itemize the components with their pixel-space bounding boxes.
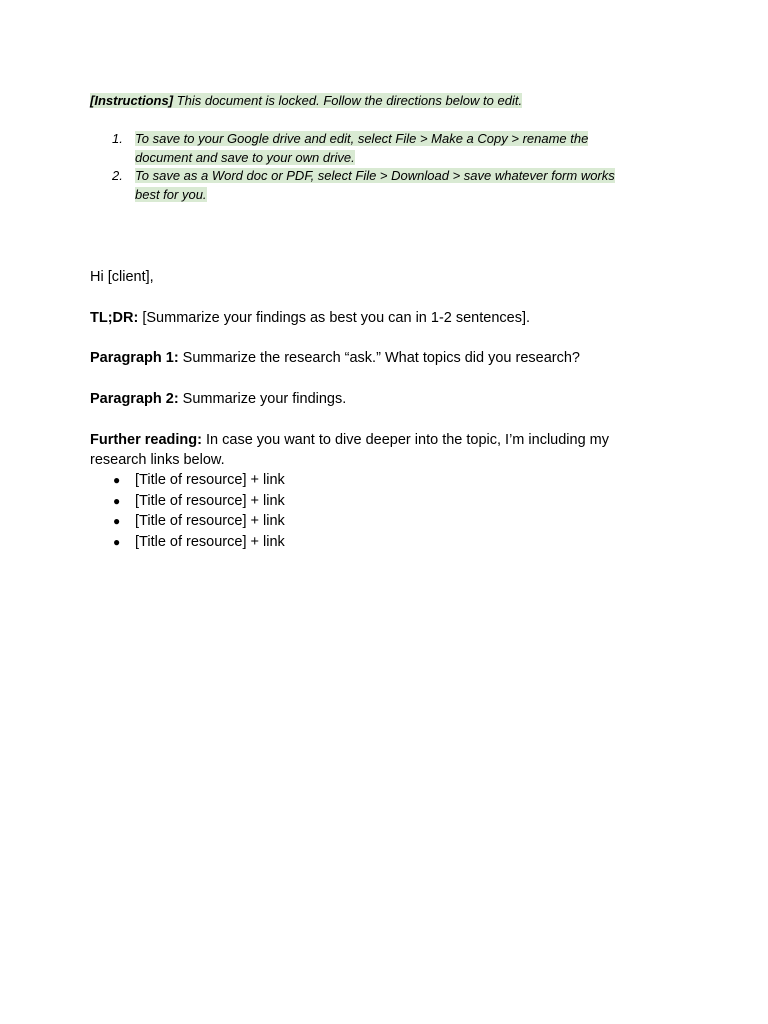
instructions-note bbox=[90, 92, 660, 110]
step-text-line: best for you. bbox=[135, 186, 207, 202]
step-number: 1. bbox=[112, 131, 123, 146]
paragraph-2-text: Summarize your findings. bbox=[178, 391, 347, 407]
paragraph-2 bbox=[90, 389, 660, 409]
resource-link-placeholder: [Title of resource] + link bbox=[135, 492, 285, 509]
bullet-icon: ● bbox=[113, 473, 121, 487]
bullet-icon: ● bbox=[113, 514, 121, 529]
paragraph-1-label: Paragraph 1: bbox=[90, 350, 179, 366]
step-text-line: To save to your Google drive and edit, select File > Make a Copy > rename the bbox=[135, 131, 589, 146]
tldr-label: TL;DR: bbox=[90, 310, 139, 326]
paragraph-1-text: Summarize the research “ask.” What topics did you research? bbox=[178, 350, 580, 366]
resource-link-placeholder: [Title of resource] + link bbox=[135, 534, 285, 551]
instructions-text: This document is locked. Follow the directions below to edit. bbox=[173, 93, 523, 108]
paragraph-2-label: Paragraph 2: bbox=[90, 391, 179, 407]
step-text-line: document and save to your own drive. bbox=[135, 149, 355, 165]
tldr-text: [Summarize your findings as best you can in 1-2 sentences]. bbox=[138, 310, 531, 326]
further-reading-paragraph bbox=[90, 430, 660, 470]
research-links-list bbox=[90, 470, 660, 553]
greeting: Hi [client], bbox=[90, 269, 154, 285]
further-reading-label: Further reading: bbox=[90, 432, 202, 448]
instructions-tag: [Instructions] bbox=[90, 93, 174, 108]
list-item bbox=[90, 532, 660, 553]
bullet-icon: ● bbox=[113, 493, 121, 508]
resource-link-placeholder: [Title of resource] + link bbox=[135, 472, 285, 488]
instructions-highlight bbox=[90, 93, 522, 108]
bullet-icon: ● bbox=[113, 535, 121, 550]
resource-link-placeholder: [Title of resource] + link bbox=[135, 513, 285, 530]
instructions-step bbox=[90, 167, 660, 204]
step-number: 2. bbox=[112, 168, 123, 183]
instructions-steps bbox=[90, 130, 660, 204]
further-reading-text: In case you want to dive deeper into the topic, I’m including my research links below. bbox=[90, 432, 610, 468]
tldr-paragraph bbox=[90, 308, 660, 328]
list-item bbox=[90, 511, 660, 532]
list-item bbox=[90, 470, 660, 491]
step-text-line: To save as a Word doc or PDF, select File > Download > save whatever form works bbox=[135, 168, 615, 183]
instructions-step bbox=[90, 130, 660, 167]
paragraph-1 bbox=[90, 348, 660, 368]
list-item bbox=[90, 491, 660, 512]
document-page bbox=[90, 92, 660, 553]
